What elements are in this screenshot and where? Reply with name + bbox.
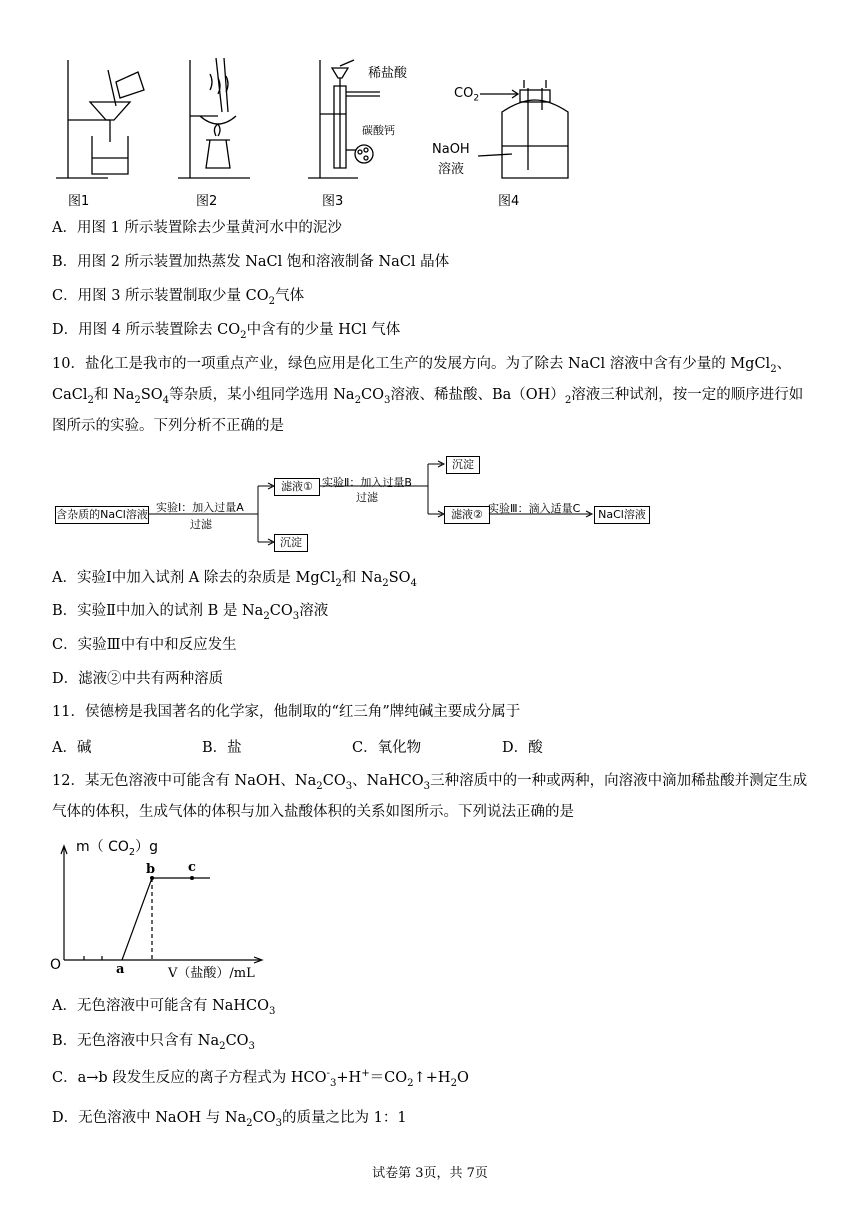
q10-stem: 10．盐化工是我市的一项重点产业，绿色应用是化工生产的发展方向。为了除去 NaCl 溶液中含有少量的 MgCl$_2$、 CaCl$_2$和 $Na_2SO_4$等杂质，某小组同学选用 $Na_2CO_3$溶液、稀盐酸、$Ba(OH)_2$溶液三种试剂，按一定的顺序进行如图所示的实验。下列分析不正确的是 bbox=[52, 356, 804, 434]
q12-option-c: C．a→b 段发生反应的离子方程式为 $HCO^-_3+H^+=CO_2↑+H_2O$ bbox=[52, 1068, 469, 1089]
flow-precip2-box: 沉淀 bbox=[446, 456, 480, 474]
fig4-solution-label-2: 溶液 bbox=[438, 162, 465, 177]
q11-option-d: D．酸 bbox=[502, 740, 543, 756]
q11-option-c: C．氧化物 bbox=[352, 740, 422, 756]
fig3-acid-label: 稀盐酸 bbox=[368, 66, 408, 81]
q12-option-b: B．无色溶液中只含有 $Na_2CO_3$ bbox=[52, 1033, 255, 1052]
fig3-solid-label: 碳酸钙 bbox=[362, 124, 395, 137]
flow-exp1-bottom: 过滤 bbox=[190, 518, 212, 531]
flow-filtrate2-box: 滤液② bbox=[444, 506, 490, 524]
q12-graph-point-c: c bbox=[188, 860, 196, 875]
flow-exp1-top: 实验Ⅰ：加入过量A bbox=[156, 501, 244, 514]
q10-option-c: C．实验Ⅲ中有中和反应发生 bbox=[52, 637, 237, 653]
fig4-gas-label: $CO_2$ bbox=[454, 86, 480, 104]
flow-exp3: 实验Ⅲ：滴入适量C bbox=[488, 502, 581, 515]
q12-graph bbox=[50, 838, 290, 978]
q10-option-d: D．滤液②中共有两种溶质 bbox=[52, 671, 224, 687]
q12-option-d: D．无色溶液中 NaOH 与 $Na_2CO_3$的质量之比为 1：1 bbox=[52, 1110, 407, 1129]
q12-option-a: A．无色溶液中可能含有 NaHCO$_3$ bbox=[52, 998, 276, 1017]
flow-filtrate1-box: 滤液① bbox=[274, 478, 320, 496]
q9-option-d: D．用图 4 所示装置除去 $CO_2$中含有的少量 HCl 气体 bbox=[52, 322, 401, 341]
q9-option-c: C．用图 3 所示装置制取少量 $CO_2$气体 bbox=[52, 288, 305, 307]
fig4-label: 图4 bbox=[498, 194, 520, 209]
apparatus-figures bbox=[50, 50, 570, 185]
q11-option-a: A．碱 bbox=[52, 740, 92, 756]
q12-graph-point-b: b bbox=[146, 862, 156, 877]
q12-graph-point-a: a bbox=[116, 962, 125, 977]
q10-option-b: B．实验Ⅱ中加入的试剂 B 是 $Na_2CO_3$溶液 bbox=[52, 603, 329, 622]
fig4-solution-label-1: NaOH bbox=[432, 142, 470, 157]
flow-start-box: 含杂质的NaCl溶液 bbox=[55, 506, 149, 524]
q9-option-b: B．用图 2 所示装置加热蒸发 NaCl 饱和溶液制备 NaCl 晶体 bbox=[52, 254, 450, 270]
flow-exp2-bottom: 过滤 bbox=[356, 491, 378, 504]
q12-graph-xlabel: V（盐酸）/mL bbox=[168, 966, 255, 981]
q11-stem: 11．侯德榜是我国著名的化学家，他制取的“红三角”牌纯碱主要成分属于 bbox=[52, 704, 521, 720]
q11-option-b: B．盐 bbox=[202, 740, 242, 756]
q12-graph-ylabel: m（ $CO_2)g$ bbox=[76, 839, 159, 858]
fig3-label: 图3 bbox=[322, 194, 344, 209]
fig1-label: 图1 bbox=[68, 194, 90, 209]
q9-option-a: A．用图 1 所示装置除去少量黄河水中的泥沙 bbox=[52, 220, 342, 236]
q12-stem: 12．某无色溶液中可能含有 NaOH、$Na_2CO_3$、NaHCO$_3$三种溶质中的一种或两种，向溶液中滴加稀盐酸并测定生成 气体的体积，生成气体的体积与加入盐酸体积的关系如图所示。下列说法正确的是 bbox=[52, 773, 808, 820]
flow-end-box: NaCl溶液 bbox=[594, 506, 650, 524]
q12-graph-origin: O bbox=[50, 957, 62, 973]
page-footer: 试卷第 3页，共 7页 bbox=[372, 1166, 488, 1181]
flow-precip1-box: 沉淀 bbox=[274, 534, 308, 552]
q10-option-a: A．实验Ⅰ中加入试剂 A 除去的杂质是 MgCl$_2$和 $Na_2SO_4$ bbox=[52, 570, 417, 589]
fig2-label: 图2 bbox=[196, 194, 218, 209]
flow-exp2-top: 实验Ⅱ：加入过量B bbox=[322, 476, 412, 489]
